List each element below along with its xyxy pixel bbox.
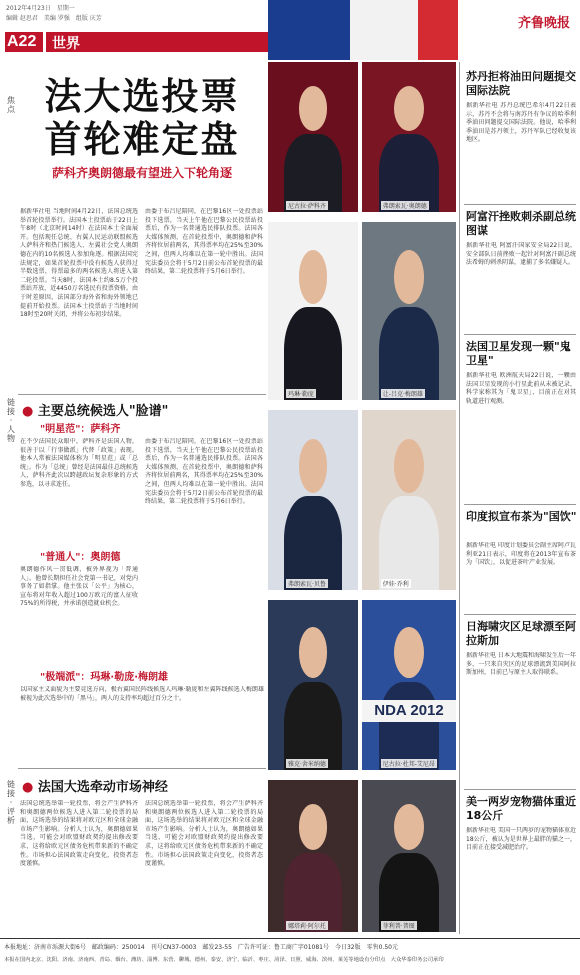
photo-caption: 玛琳·勒庞 xyxy=(288,391,314,398)
divider xyxy=(464,614,576,615)
brief-text: 据新华社电 日本大地震和海啸发生后一年多，一只来自灾区的足球漂流到美国阿拉斯加州，目前已与原主人取得联系。 xyxy=(466,652,576,677)
headline-line-1: 法大选投票 xyxy=(44,74,240,118)
brief-title: 法国卫星发现一颗"鬼卫星" xyxy=(466,340,571,367)
candidate-photo xyxy=(362,410,456,590)
candidate-photo xyxy=(268,222,358,400)
footer-line-2: 本报在国内北京、沈阳、济南、济南西、青岛、烟台、潍坊、淄博、东营、聊城、德州、泰安、济宁、临沂、枣庄、菏泽、日照、威海、滨州、莱芜等地设有分印点 大众华泰印务公司承印 xyxy=(4,957,444,963)
person-head xyxy=(299,804,328,850)
brief-text: 据新华社电 苏丹总统巴希尔4月22日表示，苏丹不会将与南苏丹有争议的哈季利季油田问题提交国际法院。他说，哈季利季油田是苏丹领土，苏丹军队已经收复该地区。 xyxy=(466,102,576,144)
subheadline: 萨科齐奥朗德最有望进入下轮角逐 xyxy=(51,166,232,180)
divider xyxy=(464,789,576,790)
issue-staff: 编辑 赵思君 美编 罗强 组版 庆芳 xyxy=(6,15,102,22)
market-text-col-2: 法国总统选举第一轮投票，将会产生萨科齐和奥朗德两位候选人进入第二轮投票的局面，这场选举的结果将对欧元区和全球金融市场产生影响。分析人士认为，奥朗德如果当选，可能会对欧盟财政契约提出修改要求，这将给欧元区债务危机带来新的不确定性。市场担心法国政策走向变化，投资者态度谨慎。 xyxy=(145,800,263,868)
headline-line-2: 首轮难定盘 xyxy=(44,117,240,161)
lead-text-col-1: 据新华社电 当地时间4月22日，法国总统选举首轮投票举行。法国本土投票站于22日上午8时（北京时间14时）在法国本土全面展开。包括现任总统、右翼人民运动联盟候选人萨科齐和热门候选人、左翼社会党人奥朗德在内的10名候选人参加角逐。根据法国宪法规定，如果首轮投票中没有候选人获得过半数选票，得票最多的两名候选人将进入第二轮投票。当天8时，法国本土约8.5万个投票站开放，近4450万名选民有投票资格。由于时差原因，法国部分海外省和海外领地已提前开始投票。法国本土投票站于当地时间18时至20时关闭，并将公布初步结果。 xyxy=(20,208,138,319)
person-head xyxy=(299,250,328,303)
flag-white-stripe xyxy=(350,0,418,60)
person-torso xyxy=(284,307,342,400)
person-head xyxy=(299,86,328,131)
sarkozy-subhead: "明星范"：萨科齐 xyxy=(40,424,121,435)
divider xyxy=(18,768,266,769)
candidate-photo xyxy=(268,410,358,590)
people-text-col-2: 由委于布吕尼陪同，在巴黎16区一处投票站投下选票，当天上午他在巴黎公民投票站投票后，作为一名普通选民排队投票。法国各大媒体预测，在首轮投票中，奥朗德和萨科齐将位居前两名，其得票率均在25%至30%之间，但两人均难以在第一轮中胜出。法国宪法委员会将于5月2日前公布首轮投票的最终结果，第二轮投票将于5月6日举行。 xyxy=(145,438,263,506)
page-number: A22 xyxy=(7,33,37,50)
footer xyxy=(0,938,580,975)
link-comment-label: 链接·评析 xyxy=(7,780,15,825)
photo-caption: 尼古拉·萨科齐 xyxy=(288,203,326,210)
bullet-icon: ● xyxy=(22,404,34,419)
divider xyxy=(18,394,266,395)
photo-caption: 雅克·舍米纳德 xyxy=(288,761,326,768)
section-name: 世界 xyxy=(52,36,80,52)
divider xyxy=(464,334,576,335)
lepen-text: 以国家主义面貌为主要竞选方向，极右翼国民阵线候选人玛琳·勒庞和左翼阵线候选人梅朗雄被视为此次选举中的「黑马」，两人的支持率均超过百分之十。 xyxy=(20,686,264,702)
flag-red-stripe xyxy=(418,0,458,60)
photo-caption: 伊娃·乔利 xyxy=(382,581,409,588)
headline xyxy=(22,75,262,161)
brief-text: 据新华社电 阿富汗国家安全局22日说，安全部队日前挫败一起针对阿富汗副总统法希姆的刺杀阴谋，逮捕了多名嫌疑人。 xyxy=(466,242,576,267)
person-head xyxy=(299,439,328,493)
candidate-photo xyxy=(268,780,358,932)
market-section-title xyxy=(22,776,168,795)
person-head xyxy=(394,627,424,678)
brief-title: 美一两岁宠物猫体重近18公斤 xyxy=(466,795,576,822)
bullet-icon: ● xyxy=(22,780,34,795)
hollande-subhead: "普通人"：奥朗德 xyxy=(40,552,121,563)
person-head xyxy=(394,86,424,131)
candidate-photo xyxy=(268,62,358,212)
divider xyxy=(464,504,576,505)
divider xyxy=(459,62,460,934)
person-head xyxy=(394,804,424,850)
campaign-banner: NDA 2012 xyxy=(362,700,456,722)
divider xyxy=(464,204,576,205)
market-section-title-text: 法国大选牵动市场神经 xyxy=(37,780,168,795)
brief-text: 据新华社电 美国一只两岁的宠物猫体重近18公斤，被认为是世界上最胖的猫之一，目前正在接受减肥治疗。 xyxy=(466,827,576,852)
lepen-subhead: "极端派"：玛琳·勒庞·梅朗雄 xyxy=(40,672,169,683)
person-torso xyxy=(379,307,439,400)
footer-line-1: 本报地址：济南市泺源大街6号 邮政编码：250014 刊号CN37-0003 邮发23-55 广告许可证：鲁工商广字01081号 今日32版 零售0.50元 xyxy=(4,944,398,951)
photo-caption: 尼古拉·杜邦-艾尼昂 xyxy=(382,761,435,768)
brief-title: 阿富汗挫败刺杀副总统图谋 xyxy=(466,210,576,237)
person-torso xyxy=(379,682,439,770)
people-section-title-text: 主要总统候选人"脸谱" xyxy=(37,404,169,419)
photo-caption: 娜塔莉·阿尔托 xyxy=(288,923,326,930)
brief-text: 据新华社电 印度计划委员会副主席阿卢瓦利亚21日表示，印度将在2013年宣布茶为「国饮」，以促进茶叶产业发展。 xyxy=(466,542,576,567)
brief-title: 苏丹拒将油田问题提交国际法院 xyxy=(466,70,576,97)
photo-caption: 弗朗索瓦·奥朗德 xyxy=(382,203,427,210)
person-head xyxy=(394,250,424,303)
candidate-photo xyxy=(362,222,456,400)
brief-text: 据新华社电 欧洲航天局22日说，一颗由法国卫星发现的小行星此前从未被记录，科学家称其为「鬼卫星」，目前正在对其轨道进行观测。 xyxy=(466,372,576,405)
person-torso xyxy=(284,496,342,590)
market-text-col-1: 法国总统选举第一轮投票，将会产生萨科齐和奥朗德两位候选人进入第二轮投票的局面，这场选举的结果将对欧元区和全球金融市场产生影响。分析人士认为，奥朗德如果当选，可能会对欧盟财政契约提出修改要求，这将给欧元区债务危机带来新的不确定性。市场担心法国政策走向变化，投资者态度谨慎。 xyxy=(20,800,138,868)
brand-logo: 齐鲁晚报 xyxy=(518,16,571,31)
focus-label: 焦点 xyxy=(7,96,15,114)
candidate-photo xyxy=(362,600,456,770)
person-torso xyxy=(284,682,342,770)
issue-date: 2012年4月23日 星期一 xyxy=(6,5,75,12)
issue-info xyxy=(6,4,102,24)
person-torso xyxy=(379,496,439,590)
lead-text-col-2: 由委于布吕尼陪同，在巴黎16区一处投票站投下选票，当天上午他在巴黎公民投票站投票后，作为一名普通选民排队投票。法国各大媒体预测，在首轮投票中，奥朗德和萨科齐将位居前两名，其得票率均在25%至30%之间，但两人均难以在第一轮中胜出。法国宪法委员会将于5月2日前公布首轮投票的最终结果，第二轮投票将于5月6日举行。 xyxy=(145,208,263,276)
candidate-photo xyxy=(362,62,456,212)
link-people-label: 链接·人物 xyxy=(7,398,15,443)
photo-caption: 让-吕克·梅朗雄 xyxy=(382,391,423,398)
photo-caption: 菲利普·普图 xyxy=(382,923,415,930)
brief-title: 日海啸灾区足球漂至阿拉斯加 xyxy=(466,620,576,647)
people-section-title xyxy=(22,400,168,419)
flag-blue-stripe xyxy=(268,0,350,60)
brief-title: 印度拟宣布茶为"国饮" xyxy=(466,510,577,523)
candidate-photo xyxy=(268,600,358,770)
photo-caption: 弗朗索瓦·贝鲁 xyxy=(288,581,326,588)
hollande-text: 奥朗德作风一贯低调，被外界视为「普通人」。他曾长期担任社会党第一书记，对党内事务了如指掌。他主张以「公平」为核心，宣布将对年收入超过100万欧元的富人征收75%的所得税，并承诺创造就业机会。 xyxy=(20,566,138,608)
sarkozy-text: 在不少法国民众眼中，萨科齐是法国人物，很善于以「行事做派」代替「政策」表现。他本人常被法国媒体称为「明星范」或「总统」。作为「总统」曾经是法国最佳总统候选人，萨科齐此次以跨越政坛复杂形象的方式参选，以寻求连任。 xyxy=(20,438,138,488)
person-head xyxy=(394,439,424,493)
candidate-photo xyxy=(362,780,456,932)
